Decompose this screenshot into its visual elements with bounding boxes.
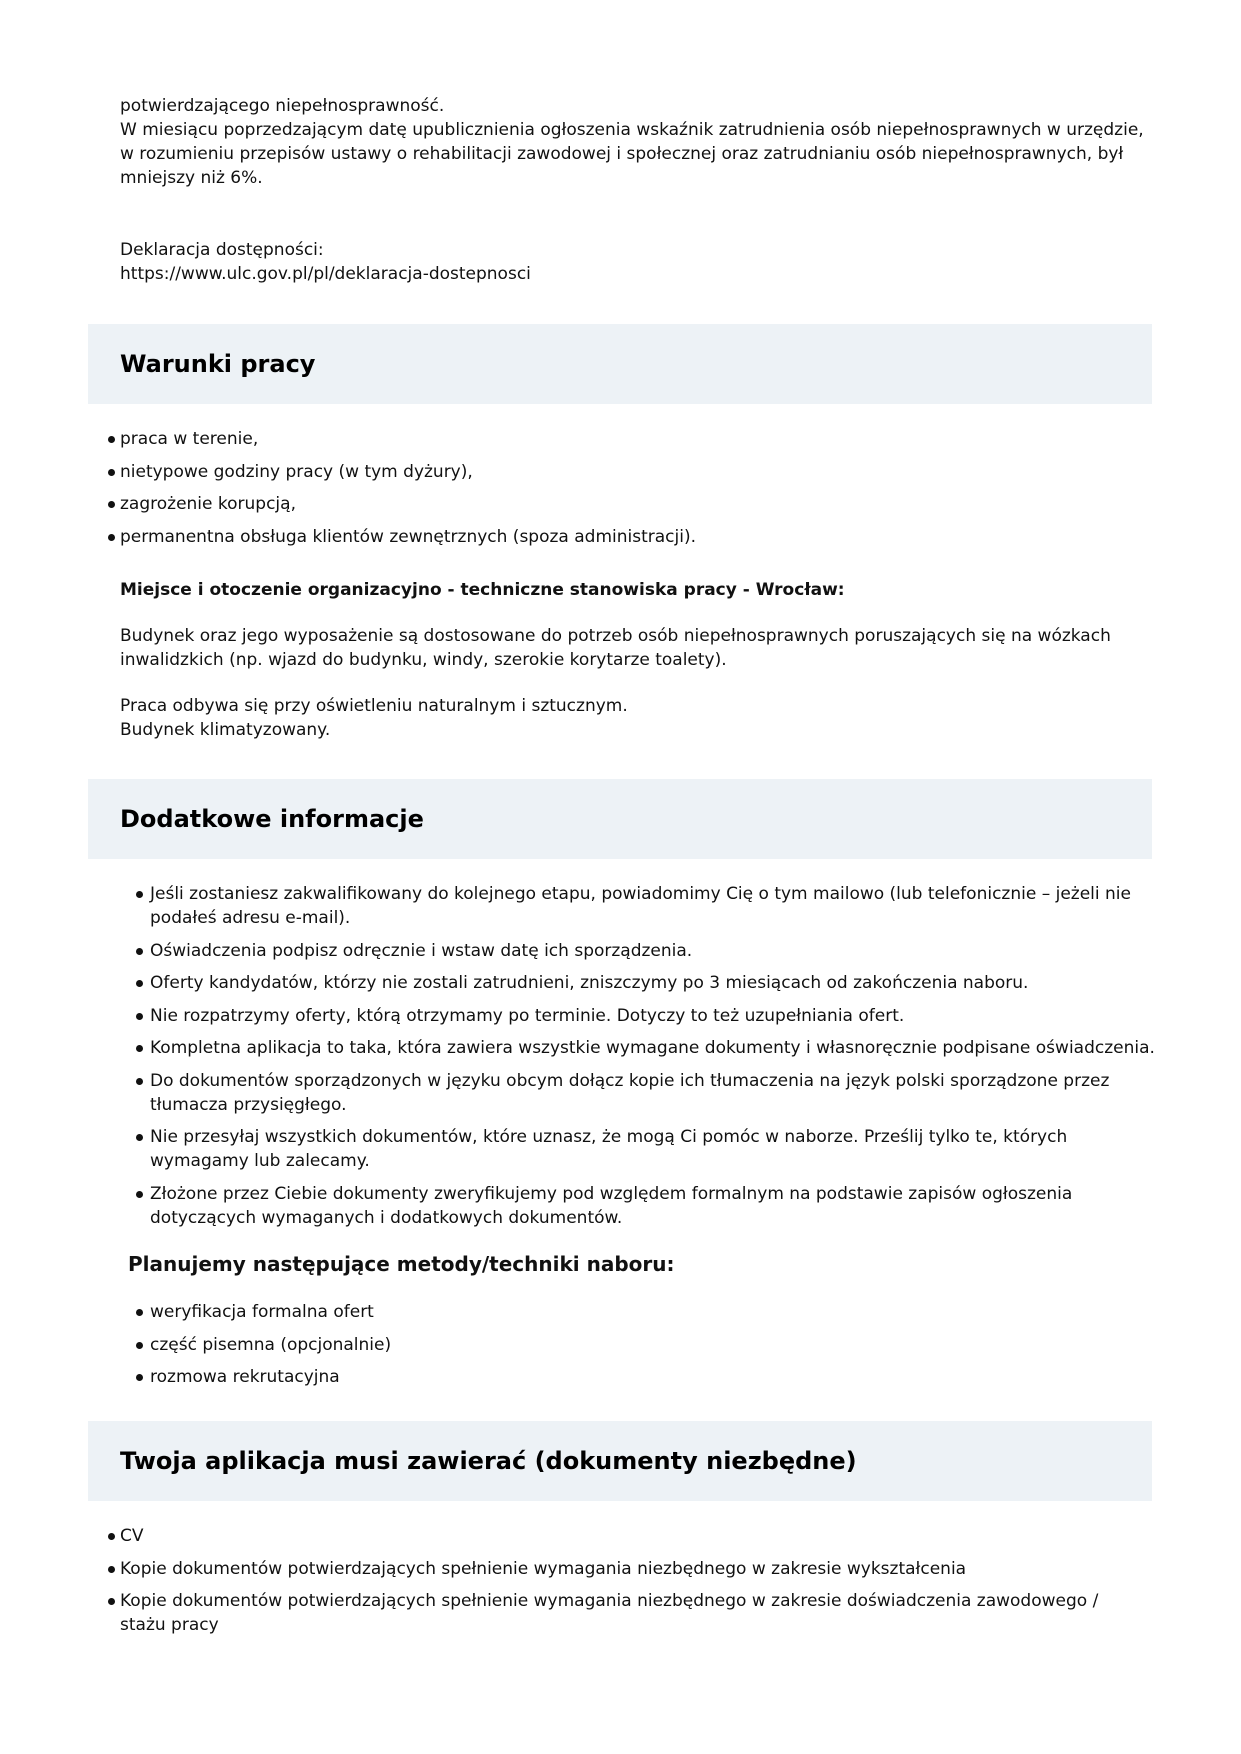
methods-list <box>150 1300 1155 1398</box>
list-item: Kopie dokumentów potwierdzających spełnienie wymagania niezbędnego w zakresie wykształcenia <box>120 1557 1140 1581</box>
list-item: Nie przesyłaj wszystkich dokumentów, które uznasz, że mogą Ci pomóc w naborze. Prześlij tylko te, których wymagamy lub zalecamy. <box>150 1125 1155 1173</box>
list-item: Do dokumentów sporządzonych w języku obcym dołącz kopie ich tłumaczenia na język polski sporządzone przez tłumacza przysięgłego. <box>150 1069 1155 1117</box>
air-conditioning-line: Budynek klimatyzowany. <box>120 720 331 740</box>
list-item: CV <box>120 1524 1140 1548</box>
lighting-line: Praca odbywa się przy oświetleniu naturalnym i sztucznym. <box>120 696 628 716</box>
intro-line: potwierdzającego niepełnosprawność. <box>120 96 445 116</box>
list-item: nietypowe godziny pracy (w tym dyżury), <box>120 460 1140 484</box>
list-item: część pisemna (opcjonalnie) <box>150 1333 1155 1357</box>
list-item: Nie rozpatrzymy oferty, którą otrzymamy po terminie. Dotyczy to też uzupełniania ofert. <box>150 1004 1155 1028</box>
declaration-link[interactable]: https://www.ulc.gov.pl/pl/deklaracja-dostepnosci <box>120 264 531 284</box>
workplace-subheading: Miejsce i otoczenie organizacyjno - techniczne stanowiska pracy - Wrocław: <box>120 580 845 600</box>
list-item: Oferty kandydatów, którzy nie zostali zatrudnieni, zniszczymy po 3 miesiącach od zakończenia naboru. <box>150 971 1155 995</box>
section-title: Warunki pracy <box>120 350 316 378</box>
section-header-aplikacja <box>88 1421 1152 1501</box>
methods-heading: Planujemy następujące metody/techniki naboru: <box>128 1252 675 1276</box>
work-conditions-list <box>120 427 1140 557</box>
list-item: Jeśli zostaniesz zakwalifikowany do kolejnego etapu, powiadomimy Cię o tym mailowo (lub telefonicznie – jeżeli nie podałeś adresu e-mail). <box>150 882 1155 930</box>
list-item: Kompletna aplikacja to taka, która zawiera wszystkie wymagane dokumenty i własnoręcznie podpisane oświadczenia. <box>150 1038 1155 1058</box>
list-item: Oświadczenia podpisz odręcznie i wstaw datę ich sporządzenia. <box>150 939 1155 963</box>
required-documents-list <box>120 1524 1140 1646</box>
list-item: rozmowa rekrutacyjna <box>150 1365 1155 1389</box>
section-title: Dodatkowe informacje <box>120 805 424 833</box>
list-item: permanentna obsługa klientów zewnętrznych (spoza administracji). <box>120 525 1140 549</box>
section-header-dodatkowe <box>88 779 1152 859</box>
list-item: Złożone przez Ciebie dokumenty zweryfikujemy pod względem formalnym na podstawie zapisów ogłoszenia dotyczących wymaganych i dodatkowych dokumentów. <box>150 1182 1155 1230</box>
employment-rate-paragraph: W miesiącu poprzedzającym datę upublicznienia ogłoszenia wskaźnik zatrudnienia osób niepełnosprawnych w urzędzie, w rozumieniu przepisów ustawy o rehabilitacji zawodowej i społecznej oraz zatrudnianiu osób niepełnosprawnych, był mniejszy niż 6%. <box>120 120 1144 188</box>
section-header-warunki <box>88 324 1152 404</box>
list-item: zagrożenie korupcją, <box>120 492 1140 516</box>
building-paragraph: Budynek oraz jego wyposażenie są dostosowane do potrzeb osób niepełnosprawnych poruszających się na wózkach inwalidzkich (np. wjazd do budynku, windy, szerokie korytarze toalety). <box>120 626 1111 670</box>
declaration-label: Deklaracja dostępności: <box>120 240 324 260</box>
section-title: Twoja aplikacja musi zawierać (dokumenty niezbędne) <box>120 1447 857 1475</box>
additional-info-list <box>150 882 1155 1238</box>
list-item: Kopie dokumentów potwierdzających spełnienie wymagania niezbędnego w zakresie doświadczenia zawodowego / stażu pracy <box>120 1589 1140 1637</box>
list-item: praca w terenie, <box>120 427 1140 451</box>
list-item: weryfikacja formalna ofert <box>150 1300 1155 1324</box>
